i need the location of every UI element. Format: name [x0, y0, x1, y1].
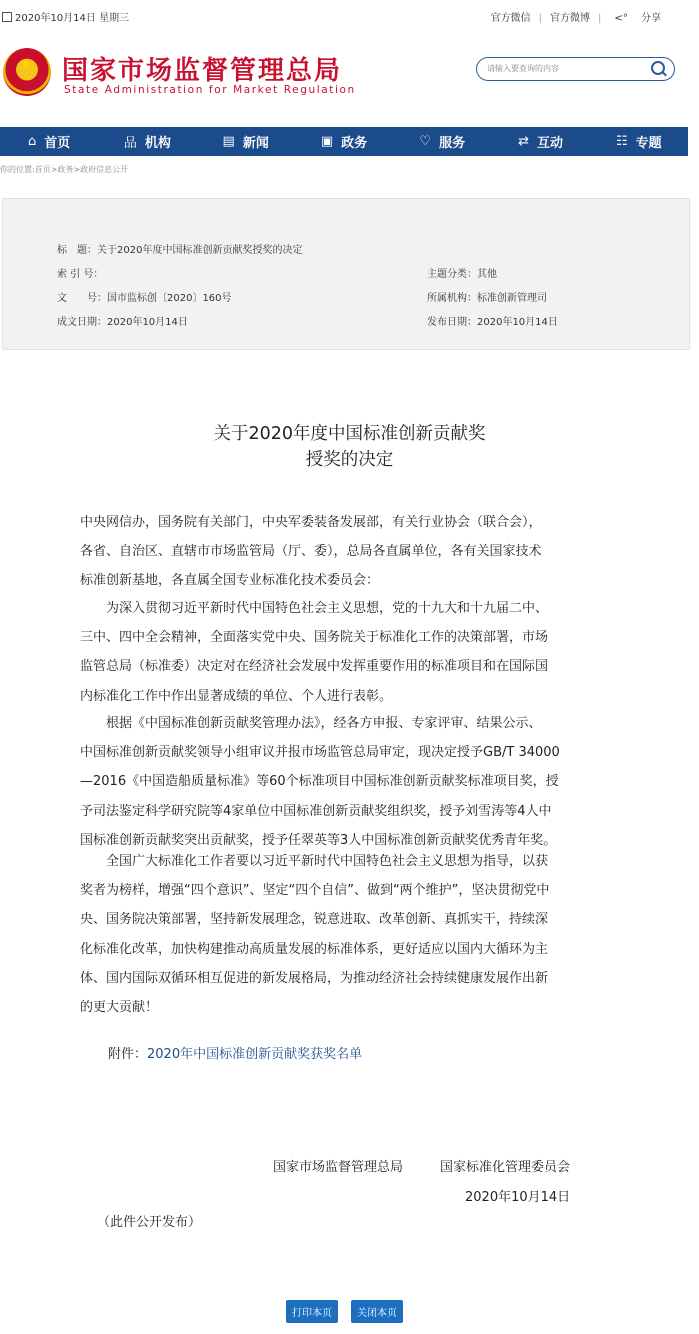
site-subtitle: State Administration for Market Regulation [64, 84, 356, 96]
signature-date: 2020年10月14日 [465, 1190, 571, 1205]
share-button[interactable]: <° 分享 [614, 13, 661, 24]
info-date: 成文日期：2020年10月14日 [57, 317, 188, 328]
info-doc-number: 文 号：国市监标创〔2020〕160号 [57, 293, 232, 304]
public-note: （此件公开发布） [97, 1215, 202, 1230]
nav-item-topics[interactable]: ☷ 专题 [615, 134, 662, 151]
main-nav [0, 127, 688, 156]
wechat-link[interactable]: 官方微信 [490, 13, 531, 24]
attachment-link[interactable]: 2020年中国标准创新贡献奖获奖名单 [147, 1047, 363, 1062]
interact-icon: ⇄ [518, 134, 529, 149]
breadcrumb[interactable]: 你的位置:首页>政务>政府信息公开 [0, 165, 129, 174]
print-button[interactable]: 打印本页 [286, 1300, 338, 1323]
search-input[interactable]: 请输入要查询的内容 [487, 64, 559, 73]
addressee-paragraph: 中央网信办，国务院有关部门，中央军委装备发展部，有关行业协会（联合会）， 各省、自治区、直辖市市场监管局（厅、委），总局各直属单位，各有关国家技术 标准创新基地，各直属全国专业标准化技术委员会： [80, 515, 542, 589]
info-index: 索 引 号： [57, 269, 104, 280]
nav-item-service[interactable]: ♡ 服务 [419, 134, 466, 151]
org-icon: 品 [123, 136, 137, 151]
nav-item-home[interactable]: ⌂ 首页 [28, 134, 71, 151]
article-title: 关于2020年度中国标准创新贡献奖 [213, 424, 486, 444]
star-icon: ★ [20, 58, 32, 73]
topics-icon: ☷ [615, 134, 628, 149]
site-title[interactable]: 国家市场监督管理总局 [62, 56, 343, 86]
document-info-box [2, 198, 690, 350]
info-pub-date: 发布日期：2020年10月14日 [427, 317, 558, 328]
national-emblem-icon [3, 48, 51, 96]
site-header [0, 30, 699, 126]
body-paragraph-2: 根据《中国标准创新贡献奖管理办法》，经各方申报、专家评审、结果公示、 中国标准创新贡献奖领导小组审议并报市场监管总局审定，现决定授予GB/T 34000 —2016《中国造船质量标准》等60个标准项目中国标准创新贡献奖标准项目奖，授 予司法鉴定科学研究院等4家单位中国标准创新贡献奖组织奖，授予刘雪涛等4人中 国标准创新贡献奖突出贡献奖，授予任翠英等3人中国标准创新贡献奖优秀青年奖。 [80, 716, 560, 848]
share-icon: <° [614, 13, 628, 24]
nav-item-org[interactable]: 品 机构 [98, 127, 196, 156]
attachment: 附件：2020年中国标准创新贡献奖获奖名单 [108, 1047, 363, 1062]
separator: | [598, 13, 602, 24]
info-category: 主题分类：其他 [427, 269, 497, 280]
issuer-sac: 国家标准化管理委员会 [440, 1160, 571, 1175]
calendar-icon [2, 12, 12, 22]
nav-item-news[interactable]: ▤ 新闻 [222, 134, 269, 151]
info-title: 标 题：关于2020年度中国标准创新贡献奖授奖的决定 [57, 245, 303, 256]
article-subtitle: 授奖的决定 [305, 450, 394, 470]
body-paragraph-1: 为深入贯彻习近平新时代中国特色社会主义思想，党的十九大和十九届二中、 三中、四中全会精神，全面落实党中央、国务院关于标准化工作的决策部署，市场 监管总局（标准委）决定对在经济社会发展中发挥重要作用的标准项目和在国际国 内标准化工作中作出显著成绩的单位、个人进行表彰。 [80, 601, 549, 704]
separator: | [538, 13, 543, 24]
issuer-samr: 国家市场监督管理总局 [273, 1160, 404, 1175]
search-box[interactable] [476, 57, 675, 81]
body-paragraph-3: 全国广大标准化工作者要以习近平新时代中国特色社会主义思想为指导，以获 奖者为榜样，增强“四个意识”、坚定“四个自信”、做到“两个维护”，坚决贯彻党中 央、国务院决策部署，坚持新发展理念，锐意进取、改革创新、真抓实干，持续深 化标准化改革，加快构建推动高质量发展的标准体系，更好适应以国内大循环为主 体、国内国际双循环相互促进的新发展格局，为推动经济社会持续健康发展作出新 的更大贡献！ [80, 854, 550, 1016]
service-icon: ♡ [419, 134, 432, 149]
top-links [486, 9, 671, 24]
close-button[interactable]: 关闭本页 [351, 1300, 403, 1323]
weibo-link[interactable]: 官方微博 [550, 13, 591, 24]
info-org: 所属机构：标准创新管理司 [427, 293, 547, 304]
current-date: 2020年10月14日 星期三 [2, 9, 129, 24]
affairs-icon: ▣ [320, 134, 334, 149]
search-icon[interactable] [651, 61, 665, 75]
top-bar [0, 0, 699, 30]
nav-item-affairs[interactable]: ▣ 政务 [320, 134, 368, 151]
home-icon: ⌂ [28, 134, 37, 149]
news-icon: ▤ [222, 134, 235, 149]
nav-item-interact[interactable]: ⇄ 互动 [518, 134, 563, 151]
